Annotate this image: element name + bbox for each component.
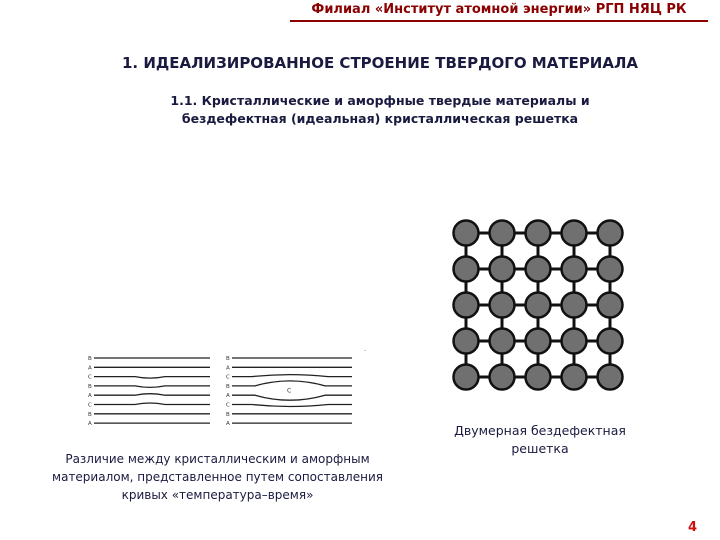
layer-row-label: А: [88, 365, 92, 372]
layer-row-label: А: [226, 365, 230, 372]
lattice-atom: [490, 293, 515, 318]
layer-line: [94, 394, 210, 396]
lattice-atom: [562, 257, 587, 282]
layer-line: [232, 381, 352, 386]
layer-line: [94, 377, 210, 379]
lattice-atom: [598, 329, 623, 354]
layer-row-label: А: [226, 421, 230, 428]
lattice-atom: [454, 221, 479, 246]
layer-row-label: В: [226, 356, 230, 362]
lattice-atom: [526, 365, 551, 390]
layer-row-label: С: [88, 402, 92, 409]
layer-line: [94, 386, 210, 388]
layer-row-label: С: [226, 402, 230, 409]
layer-line: [232, 375, 352, 377]
layer-row-label: В: [226, 383, 230, 390]
header-underline: [290, 20, 708, 22]
lattice-atoms: [454, 221, 623, 390]
lattice-atom: [454, 329, 479, 354]
layer-row-label: В: [88, 411, 92, 418]
right-caption-line-1: Двумерная бездефектная: [454, 423, 626, 438]
defect-label: С: [287, 387, 292, 395]
subtitle-line-2: бездефектная (идеальная) кристаллическая решетка: [181, 111, 579, 126]
lattice-atom: [598, 365, 623, 390]
lattice-atom: [454, 257, 479, 282]
lattice-atom: [598, 221, 623, 246]
amorphous-layers-panel: [226, 356, 352, 427]
left-figure-caption: [40, 450, 395, 504]
crystalline-layers-panel: [88, 356, 210, 427]
slide-title: 1. ИДЕАЛИЗИРОВАННОЕ СТРОЕНИЕ ТВЕРДОГО МАТЕРИАЛА: [121, 54, 639, 72]
lattice-atom: [562, 365, 587, 390]
slide-subtitle: [140, 92, 620, 128]
layer-row-label: В: [226, 411, 230, 418]
lattice-atom: [526, 293, 551, 318]
lattice-atom: [454, 365, 479, 390]
lattice-atom: [562, 293, 587, 318]
lattice-atom: [526, 329, 551, 354]
layer-row-label: В: [88, 356, 92, 362]
layer-line: [232, 395, 352, 400]
left-caption-line-3: кривых «температура–время»: [121, 488, 314, 502]
layer-row-label: В: [88, 383, 92, 390]
left-caption-line-1: Различие между кристаллическим и аморфным: [65, 452, 370, 466]
right-figure-caption: [440, 422, 640, 458]
layer-line: [94, 403, 210, 405]
layer-row-label: А: [226, 393, 230, 400]
lattice-atom: [598, 293, 623, 318]
institution-header: Филиал «Институт атомной энергии» РГП НЯЦ РК: [311, 2, 687, 17]
lattice-atom: [490, 329, 515, 354]
page-number: 4: [688, 520, 698, 535]
lattice-atom: [454, 293, 479, 318]
right-caption-line-2: решетка: [511, 441, 569, 456]
lattice-atom: [598, 257, 623, 282]
lattice-atom: [490, 221, 515, 246]
layer-row-label: А: [88, 421, 92, 428]
lattice-atom: [562, 221, 587, 246]
layer-row-label: С: [226, 374, 230, 381]
layer-lines-figure: [80, 350, 380, 440]
layer-line: [232, 405, 352, 407]
layer-row-label: С: [88, 374, 92, 381]
subtitle-line-1: 1.1. Кристаллические и аморфные твердые материалы и: [170, 93, 590, 108]
lattice-atom: [490, 257, 515, 282]
lattice-figure: [440, 212, 640, 412]
layer-row-label: А: [88, 393, 92, 400]
lattice-atom: [526, 257, 551, 282]
lattice-atom: [490, 365, 515, 390]
left-caption-line-2: материалом, представленное путем сопоставления: [52, 470, 383, 484]
lattice-atom: [526, 221, 551, 246]
lattice-atom: [562, 329, 587, 354]
